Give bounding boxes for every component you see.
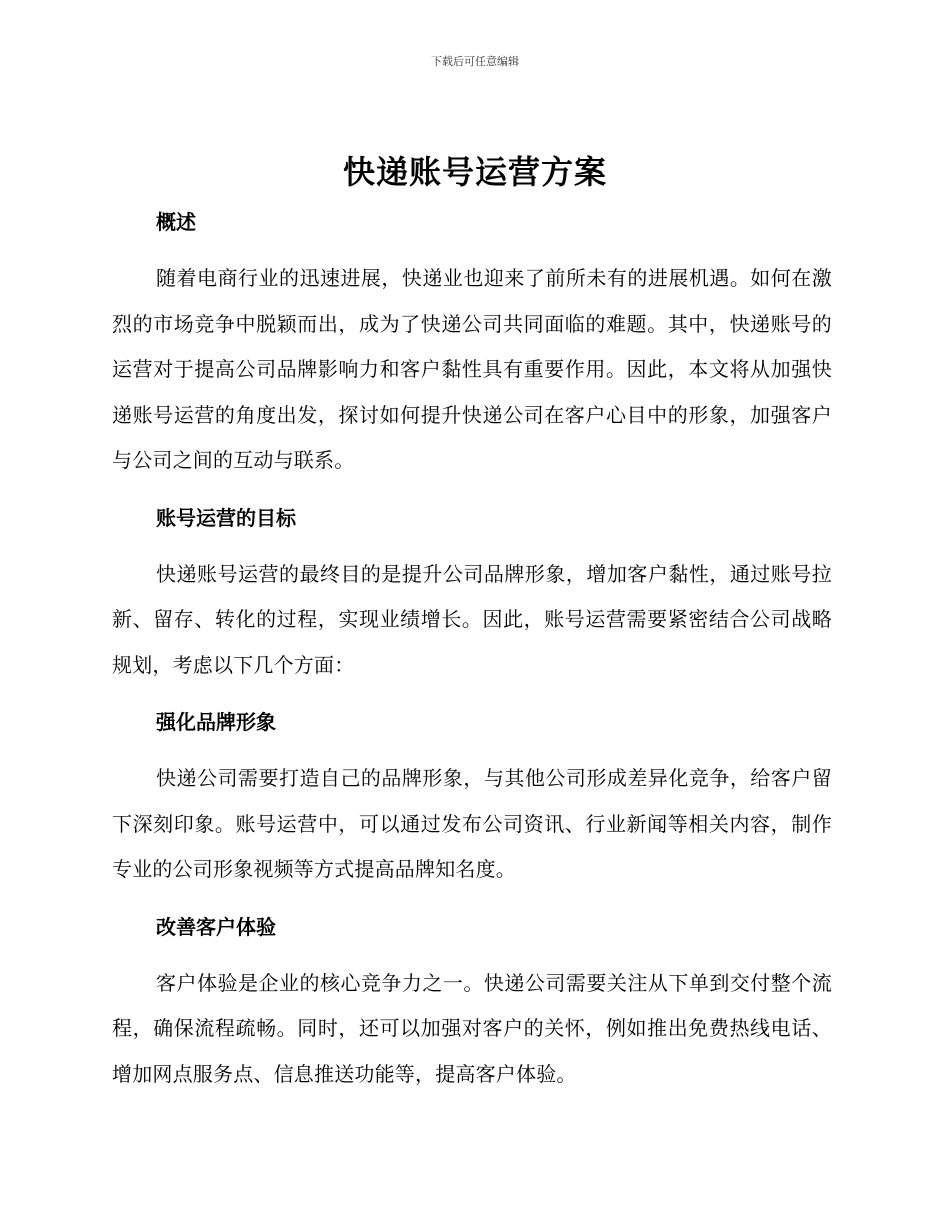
section-paragraph-brand: 快递公司需要打造自己的品牌形象，与其他公司形成差异化竞争，给客户留下深刻印象。账号运营中，可以通过发布公司资讯、行业新闻等相关内容，制作专业的公司形象视频等方式提高品牌知名度。 bbox=[112, 766, 832, 881]
section-paragraph-overview: 随着电商行业的迅速进展，快递业也迎来了前所未有的进展机遇。如何在激烈的市场竞争中脱颖而出，成为了快递公司共同面临的难题。其中，快递账号的运营对于提高公司品牌影响力和客户黏性具有重要作用。因此，本文将从加强快递账号运营的角度出发，探讨如何提升快递公司在客户心目中的形象，加强客户与公司之间的互动与联系。 bbox=[112, 266, 832, 472]
header-note: 下载后可任意编辑 bbox=[431, 55, 519, 68]
document-body bbox=[112, 202, 832, 1097]
section-heading-brand: 强化品牌形象 bbox=[156, 710, 276, 734]
section-heading-experience: 改善客户体验 bbox=[156, 914, 276, 939]
section-heading-overview: 概述 bbox=[156, 210, 196, 234]
section-paragraph-experience: 客户体验是企业的核心竞争力之一。快递公司需要关注从下单到交付整个流程，确保流程疏畅。同时，还可以加强对客户的关怀，例如推出免费热线电话、增加网点服务点、信息推送功能等，提高客户体验。 bbox=[112, 970, 832, 1086]
section-paragraph-goals: 快递账号运营的最终目的是提升公司品牌形象，增加客户黏性，通过账号拉新、留存、转化的过程，实现业绩增长。因此，账号运营需要紧密结合公司战略规划，考虑以下几个方面： bbox=[112, 561, 832, 677]
section-heading-goals: 账号运营的目标 bbox=[156, 505, 296, 530]
document-title: 快递账号运营方案 bbox=[342, 153, 607, 191]
